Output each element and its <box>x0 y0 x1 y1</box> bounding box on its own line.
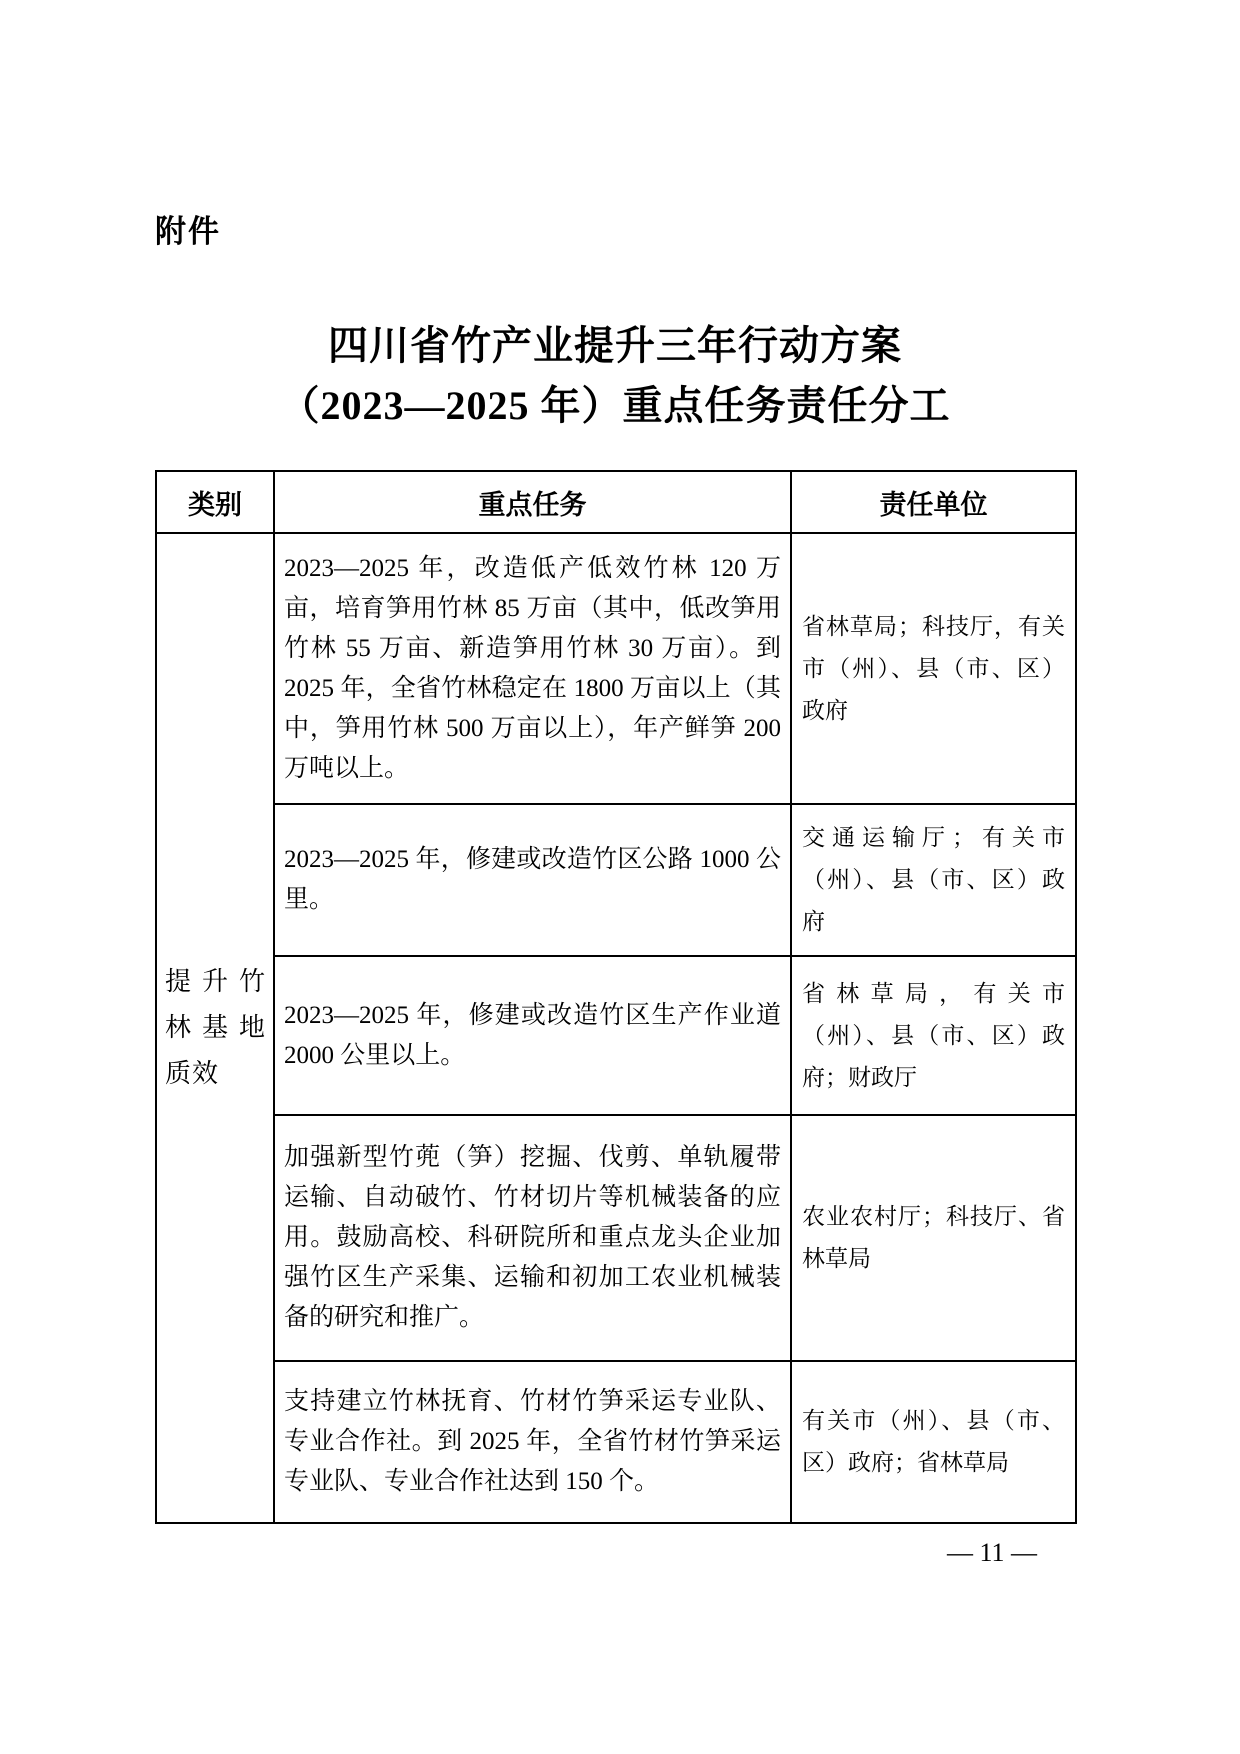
header-task: 重点任务 <box>274 471 791 533</box>
page-number: — 11 — <box>946 1538 1037 1567</box>
table-row <box>156 1115 1076 1361</box>
title-line-2: （2023—2025 年）重点任务责任分工 <box>279 383 951 428</box>
unit-cell: 有关市（州）、县（市、区）政府；省林草局 <box>791 1361 1076 1523</box>
responsibility-table <box>155 470 1077 1524</box>
category-cell <box>156 533 274 1523</box>
header-unit: 责任单位 <box>791 471 1076 533</box>
task-cell: 2023—2025 年，改造低产低效竹林 120 万亩，培育笋用竹林 85 万亩（其中，低改笋用竹林 55 万亩、新造笋用竹林 30 万亩）。到 2025 年，全省竹林稳定在 1800 万亩以上（其中，笋用竹林 500 万亩以上），年产鲜笋 200 万吨以上。 <box>274 533 791 804</box>
unit-cell: 农业农村厅；科技厅、省林草局 <box>791 1115 1076 1361</box>
category-line: 质效 <box>165 1059 220 1088</box>
table-header-row <box>156 471 1076 533</box>
table-row <box>156 533 1076 804</box>
title-line-1: 四川省竹产业提升三年行动方案 <box>328 323 902 368</box>
task-cell: 2023—2025 年，修建或改造竹区公路 1000 公里。 <box>274 804 791 956</box>
category-line: 林基地 <box>165 1013 265 1042</box>
table-row <box>156 1361 1076 1523</box>
attachment-label: 附件 <box>155 214 221 249</box>
category-line: 提升竹 <box>165 967 265 996</box>
table-row <box>156 804 1076 956</box>
task-cell: 支持建立竹林抚育、竹材竹笋采运专业队、专业合作社。到 2025 年，全省竹材竹笋采运专业队、专业合作社达到 150 个。 <box>274 1361 791 1523</box>
category-text <box>165 959 265 1097</box>
task-cell: 加强新型竹蔸（笋）挖掘、伐剪、单轨履带运输、自动破竹、竹材切片等机械装备的应用。鼓励高校、科研院所和重点龙头企业加强竹区生产采集、运输和初加工农业机械装备的研究和推广。 <box>274 1115 791 1361</box>
unit-cell: 省林草局；科技厅，有关市（州）、县（市、区）政府 <box>791 533 1076 804</box>
document-title <box>155 316 1075 436</box>
table-row <box>156 956 1076 1115</box>
header-category: 类别 <box>156 471 274 533</box>
unit-cell: 交通运输厅；有关市（州）、县（市、区）政府 <box>791 804 1076 956</box>
unit-cell: 省林草局，有关市（州）、县（市、区）政府；财政厅 <box>791 956 1076 1115</box>
task-cell: 2023—2025 年，修建或改造竹区生产作业道 2000 公里以上。 <box>274 956 791 1115</box>
